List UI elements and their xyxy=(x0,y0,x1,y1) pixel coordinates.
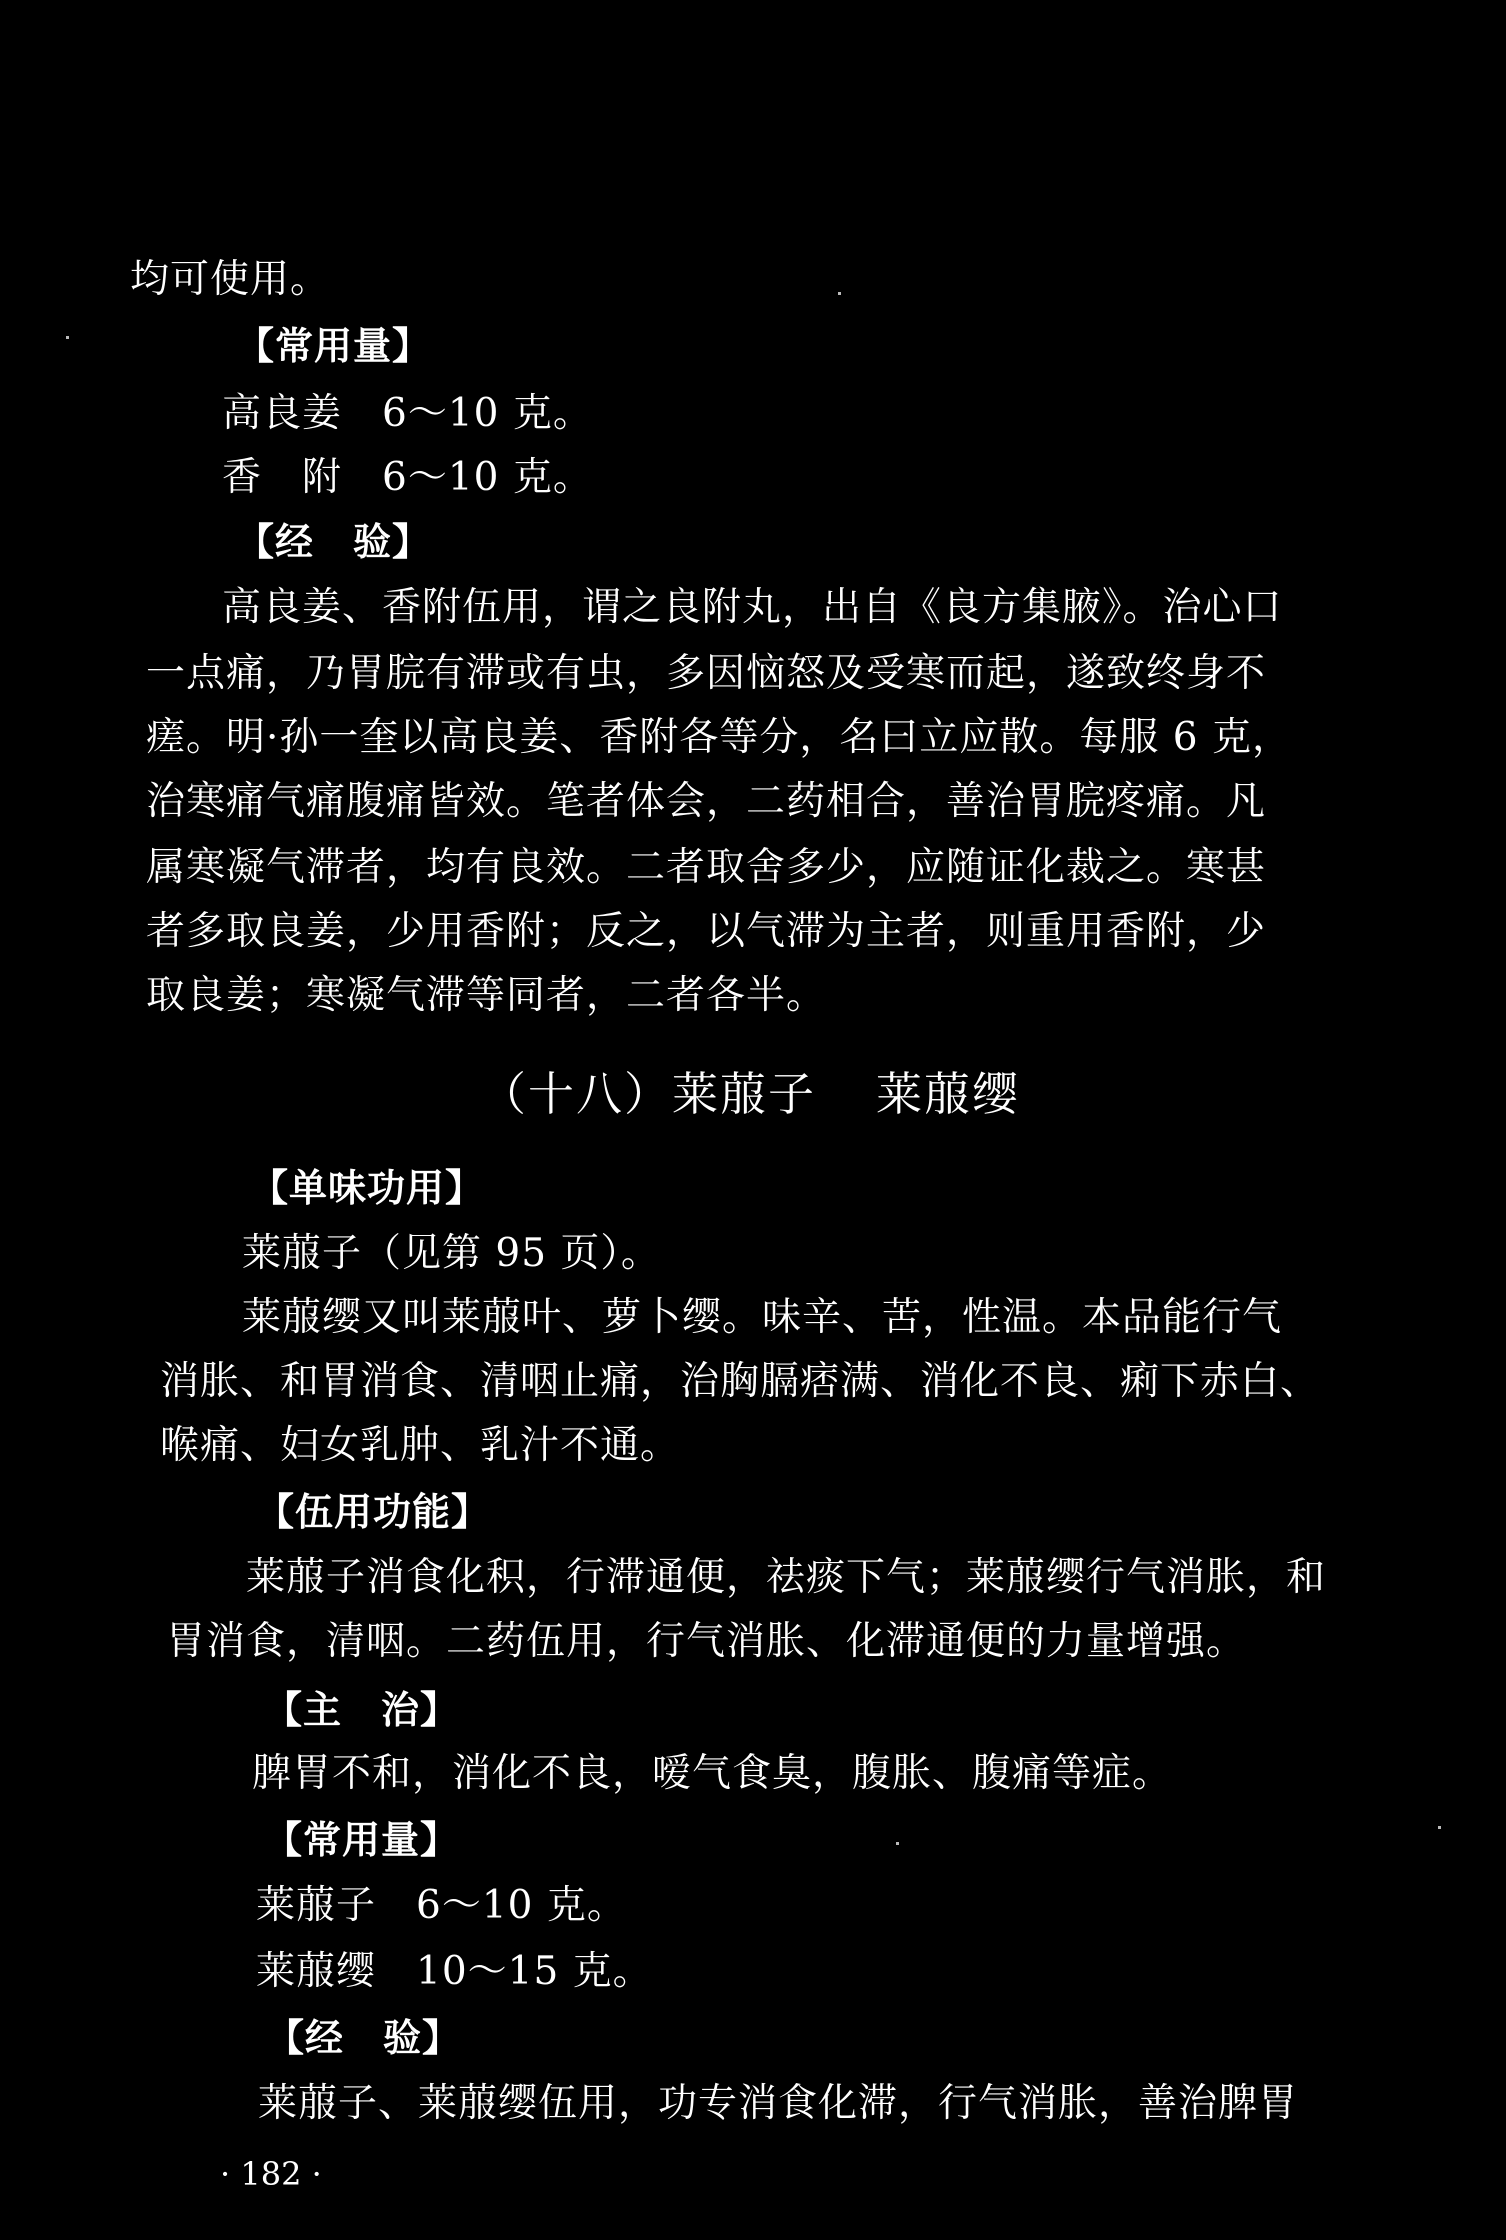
text-line: 消胀、和胃消食、清咽止痛，治胸膈痞满、消化不良、痢下赤白、 xyxy=(160,1359,1321,1404)
text-line: 者多取良姜，少用香附；反之，以气滞为主者，则重用香附，少 xyxy=(146,909,1267,954)
text-line: 脾胃不和，消化不良，嗳气食臭，腹胀、腹痛等症。 xyxy=(252,1751,1173,1796)
text-line: 均可使用。 xyxy=(130,257,331,302)
title-main: （十八）莱菔子 xyxy=(480,1067,816,1121)
herb-amount: 6～10 克。 xyxy=(382,455,593,500)
dosage-row xyxy=(222,452,593,504)
section-heading-dosage: 【常用量】 xyxy=(236,324,432,368)
text-line: 治寒痛气痛腹痛皆效。笔者体会，二药相合，善治胃脘疼痛。凡 xyxy=(146,779,1267,824)
herb-amount: 6～10 克。 xyxy=(382,391,593,436)
herb-amount: 6～10 克。 xyxy=(416,1883,627,1928)
section-heading-experience: 【经 验】 xyxy=(236,520,432,564)
title-second: 莱菔缨 xyxy=(876,1067,1020,1121)
section-title xyxy=(480,1064,1020,1124)
scan-speck xyxy=(66,336,69,339)
text-line: 莱菔子（见第 95 页）。 xyxy=(242,1231,661,1276)
scan-speck xyxy=(896,1842,899,1845)
herb-amount: 10～15 克。 xyxy=(416,1949,653,1994)
scan-speck xyxy=(838,292,841,295)
text-line: 取良姜；寒凝气滞等同者，二者各半。 xyxy=(146,973,827,1018)
dosage-row xyxy=(256,1880,627,1932)
dosage-row xyxy=(256,1946,653,1998)
herb-name: 莱菔子 xyxy=(256,1883,377,1928)
herb-name: 莱菔缨 xyxy=(256,1949,377,1994)
text-line: 属寒凝气滞者，均有良效。二者取舍多少，应随证化裁之。寒甚 xyxy=(146,845,1267,890)
dosage-row xyxy=(222,388,593,440)
text-line: 瘥。明·孙一奎以高良姜、香附各等分，名曰立应散。每服 6 克， xyxy=(146,715,1293,760)
herb-name: 高良姜 xyxy=(222,391,343,436)
text-line: 喉痛、妇女乳肿、乳汁不通。 xyxy=(160,1423,681,1468)
section-heading-single-use: 【单味功用】 xyxy=(250,1166,485,1210)
page-number: · 182 · xyxy=(220,2155,322,2193)
section-heading-dosage: 【常用量】 xyxy=(264,1818,460,1862)
section-heading-experience: 【经 验】 xyxy=(266,2016,462,2060)
scan-speck xyxy=(1438,1826,1441,1829)
text-line: 胃消食，清咽。二药伍用，行气消胀、化滞通便的力量增强。 xyxy=(166,1619,1247,1664)
herb-name: 香 附 xyxy=(222,455,343,500)
text-line: 一点痛，乃胃脘有滞或有虫，多因恼怒及受寒而起，遂致终身不 xyxy=(146,651,1267,696)
text-line: 莱菔子、莱菔缨伍用，功专消食化滞，行气消胀，善治脾胃 xyxy=(258,2081,1299,2126)
text-line: 莱菔子消食化积，行滞通便，祛痰下气；莱菔缨行气消胀，和 xyxy=(246,1555,1327,1600)
section-heading-indications: 【主 治】 xyxy=(264,1688,460,1732)
text-line: 莱菔缨又叫莱菔叶、萝卜缨。味辛、苦，性温。本品能行气 xyxy=(242,1295,1283,1340)
text-line: 高良姜、香附伍用，谓之良附丸，出自《良方集腋》。治心口 xyxy=(222,585,1283,630)
section-heading-combined-function: 【伍用功能】 xyxy=(256,1490,491,1534)
